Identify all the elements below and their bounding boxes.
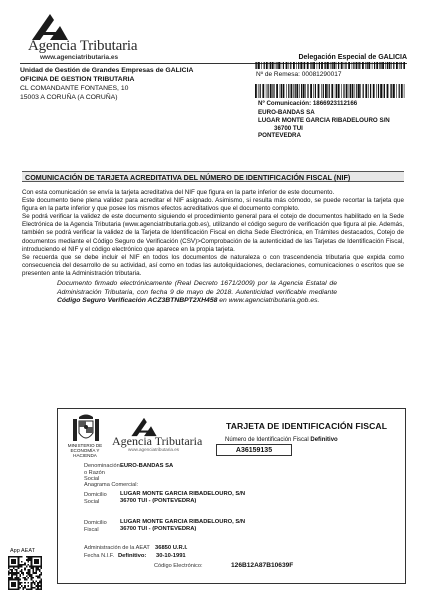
nif-value: A36159135: [216, 444, 292, 456]
body-paragraph: Este documento tiene plena validez para acreditar el NIF asignado. Asimismo, si resulta más cómodo, se puede recortar la tarjeta que figura en la parte inferior y que posee los mismos efectos acreditativos que el documento completo.: [22, 197, 404, 213]
recipient-city: 36700 TUI: [274, 124, 303, 132]
delegation-name: Delegación Especial de GALICIA: [298, 54, 407, 61]
fecha-nif-status: Definitivo:: [118, 553, 147, 559]
sender-office: OFICINA DE GESTION TRIBUTARIA: [20, 76, 135, 83]
nif-caption-status: Definitivo: [310, 437, 338, 443]
card-agency-url: www.agenciatributaria.es: [128, 447, 180, 452]
remesa-number: Nº de Remesa: 00081290017: [256, 71, 342, 78]
denominacion-value: EURO-BANDAS SA: [120, 463, 174, 469]
domicilio-social-line1: LUGAR MONTE GARCIA RIBADELOURO, S/N: [120, 491, 246, 497]
ministry-name: MINISTERIO DE ECONOMÍA Y HACIENDA: [67, 443, 103, 458]
document-title: COMUNICACIÓN DE TARJETA ACREDITATIVA DEL NÚMERO DE IDENTIFICACIÓN FISCAL (NIF): [22, 171, 404, 182]
sender-unit: Unidad de Gestión de Grandes Empresas de GALICIA: [20, 67, 194, 74]
body-paragraph: Se podrá verificar la validez de este documento siguiendo el procedimiento general para el cotejo de documentos habilitado en la Sede Electrónica de la Agencia Tributaria (www.agenciatributaria.gob.es), utilizando el código seguro de verificación que figura al pie. Además, también se podrá verificar la validez de la Tarjeta de Identificación Fiscal en dicha Sede Electrónica, en Trámites destacados, Cotejo de documentos mediante el Código Seguro de Verificación (CSV)>Comprobación de la autenticidad de las Tarjetas de Identificación Fiscal, introduciendo el NIF y el código electrónico que aparece en la propia tarjeta.: [22, 213, 404, 253]
recipient-province: PONTEVEDRA: [258, 132, 301, 140]
body-paragraph: Se recuerda que se debe incluir el NIF en todos los documentos de naturaleza o con trascendencia tributaria que expida como consecuencia del desarrollo de su actividad, así como en todas las autoliquidaciones, declaraciones, comunicaciones o escritos que se presenten ante la Administración tributaria.: [22, 253, 404, 277]
signature-note: [57, 280, 337, 306]
anagrama-label: Anagrama Comercial:: [84, 482, 139, 488]
app-aeat-label: App AEAT: [10, 548, 35, 554]
agency-name: Agencia Tributaria: [28, 38, 138, 54]
barcode-top: [255, 62, 405, 69]
csv-code: Código Seguro Verificación ACZ3BTNBPT2XH458: [57, 297, 218, 305]
sender-address: [20, 66, 193, 102]
agency-url: www.agenciatributaria.es: [40, 54, 119, 61]
administracion-label: Administración de la AEAT: [84, 545, 150, 551]
coat-of-arms-icon: [70, 413, 102, 447]
recipient-address: [258, 109, 390, 140]
domicilio-fiscal-label: Domicilio Fiscal: [84, 520, 107, 533]
nif-caption: [225, 437, 338, 443]
signature-text: Documento firmado electrónicamente (Real Decreto 1671/2009) por la Agencia Estatal de Administración Tributaria, con fecha 9 de mayo de 2018. Autenticidad verificable mediante: [57, 280, 337, 296]
denominacion-label: Denominación o Razón Social: [84, 463, 120, 482]
sender-street: CL COMANDANTE FONTANES, 10: [20, 85, 129, 92]
comunicacion-number: Nº Comunicación: 1866923112166: [258, 100, 358, 107]
card-title: TARJETA DE IDENTIFICACIÓN FISCAL: [226, 421, 388, 431]
fecha-nif-label: Fecha N.I.F.: [84, 553, 115, 559]
domicilio-fiscal-line1: LUGAR MONTE GARCIA RIBADELOURO, S/N: [120, 519, 246, 525]
qr-code: [8, 556, 42, 590]
body-paragraph: Con esta comunicación se envía la tarjeta acreditativa del NIF que figura en la parte inferior de este documento.: [22, 189, 335, 196]
domicilio-social-line2: 36700 TUI - (PONTEVEDRA): [120, 498, 197, 504]
codigo-electronico-label: Código Electrónico:: [154, 563, 203, 569]
signature-text-end: en www.agenciatributaria.gob.es.: [217, 297, 320, 305]
sender-city: 15003 A CORUÑA (A CORUÑA): [20, 94, 118, 101]
domicilio-fiscal-line2: 36700 TUI - (PONTEVEDRA): [120, 526, 197, 532]
fecha-nif-value: 30-10-1991: [156, 553, 186, 559]
recipient-street: LUGAR MONTE GARCIA RIBADELOURO S/N: [258, 116, 390, 124]
card-agency-name: Agencia Tributaria: [112, 434, 203, 448]
nif-caption-text: Número de Identificación Fiscal: [225, 437, 311, 443]
domicilio-social-label: Domicilio Social: [84, 492, 107, 505]
codigo-electronico-value: 126B12A87B10639F: [231, 562, 294, 569]
administracion-value: 36850 U.R.I.: [155, 545, 188, 551]
barcode-postal: [255, 84, 405, 98]
document-body: [22, 189, 404, 278]
recipient-name: EURO-BANDAS SA: [258, 109, 315, 116]
